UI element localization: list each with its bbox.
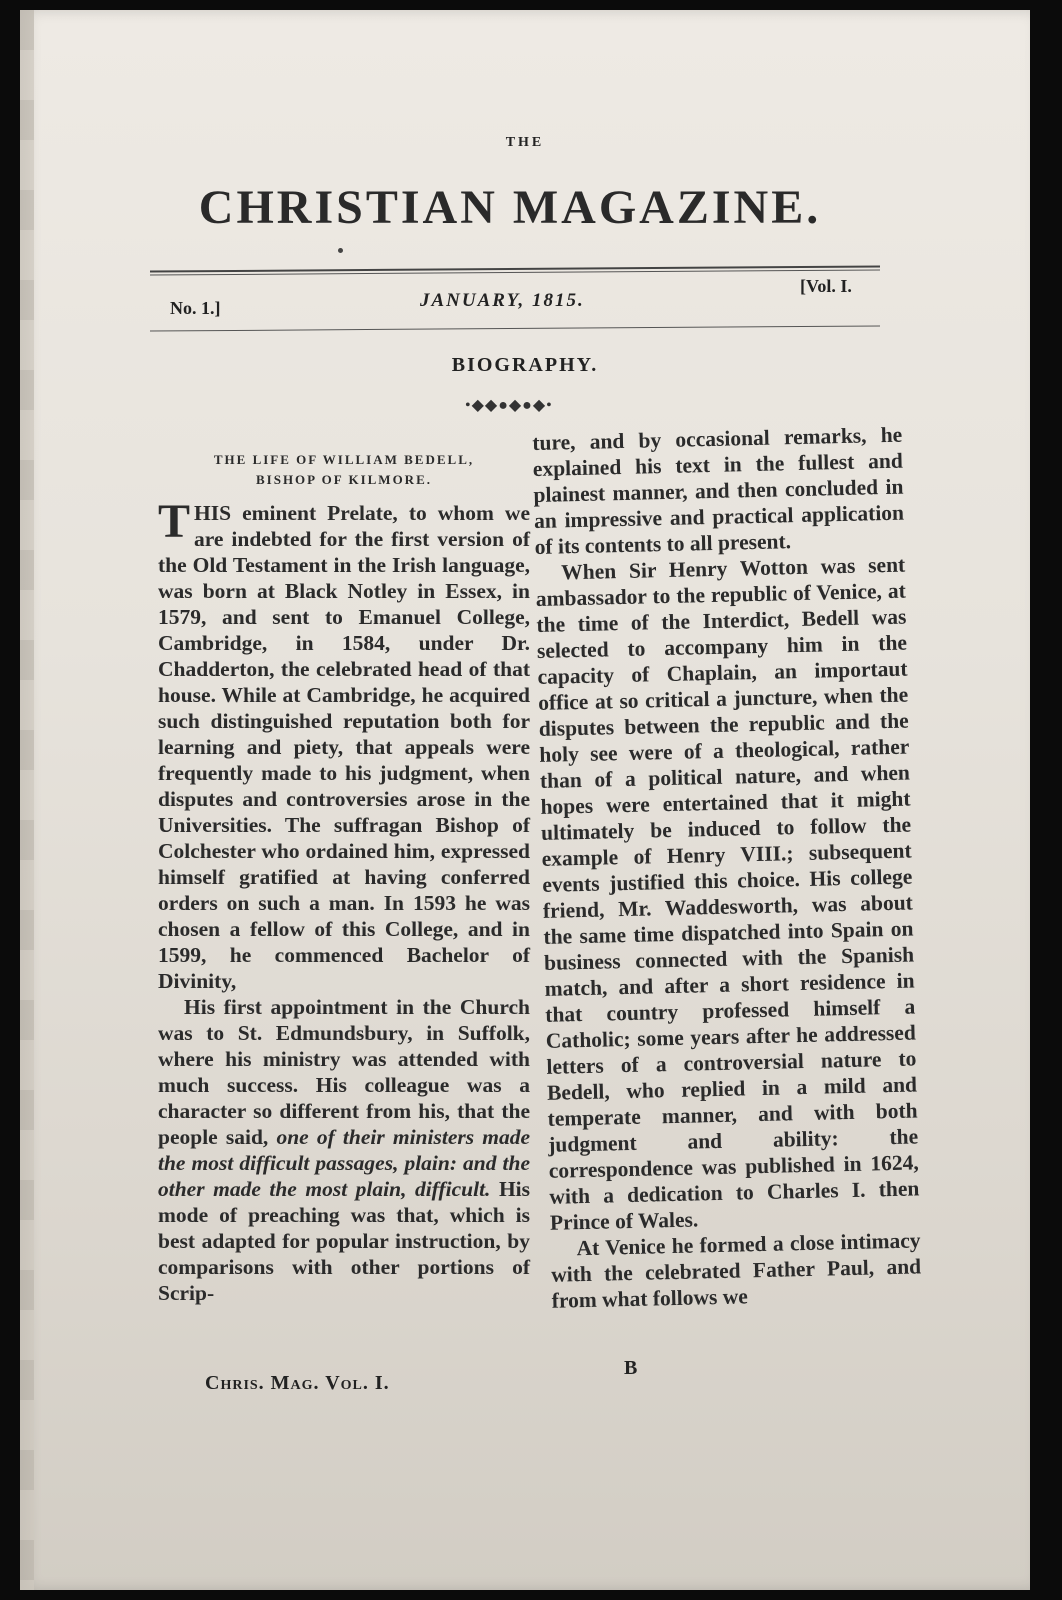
paragraph-2 xyxy=(158,994,530,1306)
printer-dot xyxy=(338,248,343,253)
article-title-line1: THE LIFE OF WILLIAM BEDELL, xyxy=(213,452,475,467)
issue-volume: [Vol. I. xyxy=(800,276,852,296)
column-right xyxy=(532,422,922,1314)
paragraph-2-start: His first appointment in the Church was to St. Edmundsbury, in Suffolk, where his ministry was attended with much success. His colleague was a character so different from his, that the people said, xyxy=(158,995,530,1149)
column-left xyxy=(158,450,530,1306)
issue-number: No. 1.] xyxy=(170,298,221,318)
article-title-line2: BISHOP OF KILMORE. xyxy=(255,472,432,487)
title-article: THE xyxy=(505,135,545,150)
paragraph-4: When Sir Henry Wotton was sent ambassador to the republic of Venice, at the time of the Interdict, Bedell was selected to accompany him in the capacity of Chaplain, an importaut office at so critical a juncture, when the disputes between the republic and the holy see were of a theological, rather than of a political nature, and when hopes were entertained that it might ultimately be induced to follow the example of Henry VIII.; subsequent events justified this choice. His college friend, Mr. Waddesworth, was about the same time dispatched into Spain on business connected with the Spanish match, and after a short residence in that country professed himself a Catholic; some years after he addressed letters of a controversial nature to Bedell, who replied in a mild and temperate manner, and with both judgment and ability: the correspondence was published in 1624, with a dedication to Charles I. then Prince of Wales. xyxy=(535,552,920,1235)
magazine-page xyxy=(20,10,1030,1590)
page-binding-edge xyxy=(20,10,34,1590)
paragraph-2-italic-quote: one of their ministers made the most difficult passages, plain: and the other made the most plain, difficult. xyxy=(158,1125,531,1201)
paragraph-1-text: HIS eminent Prelate, to whom we are indebted for the first version of the Old Testament in the Irish language, was born at Black Notley in Essex, in 1579, and sent to Emanuel College, Cambridge, in 1584, under Dr. Chadderton, the celebrated head of that house. While at Cambridge, he acquired such distinguished reputation both for learning and piety, that appeals were frequently made to his judgment, when disputes and controversies arose in the Universities. The suffragan Bishop of Colchester who ordained him, expressed himself gratified at having conferred orders on such a man. In 1593 he was chosen a fellow of this College, and in 1599, he commenced Bachelor of Divinity, xyxy=(158,501,530,993)
article-title xyxy=(158,450,530,490)
drop-cap: T xyxy=(158,495,191,548)
paragraph-3: ture, and by occasional remarks, he explained his text in the fullest and plainest manner, and then concluded in an impressive and practical application of its contents to all present. xyxy=(532,422,905,559)
running-footer: Chris. Mag. Vol. I. xyxy=(205,1372,390,1394)
ornament-divider: •◆◆●◆●◆• xyxy=(465,397,553,414)
paragraph-5: At Venice he formed a close intimacy with the celebrated Father Paul, and from what follows we xyxy=(550,1228,922,1313)
paragraph-2-end: His mode of preaching was that, which is best adapted for popular instruction, by comparisons with other portions of Scrip- xyxy=(158,1177,531,1305)
signature-mark: B xyxy=(624,1357,638,1379)
magazine-title: CHRISTIAN MAGAZINE. xyxy=(198,181,822,234)
section-heading: BIOGRAPHY. xyxy=(451,354,599,376)
issue-date: JANUARY, 1815. xyxy=(420,290,585,311)
header-rule-bottom xyxy=(150,325,880,331)
paragraph-1 xyxy=(158,495,530,994)
